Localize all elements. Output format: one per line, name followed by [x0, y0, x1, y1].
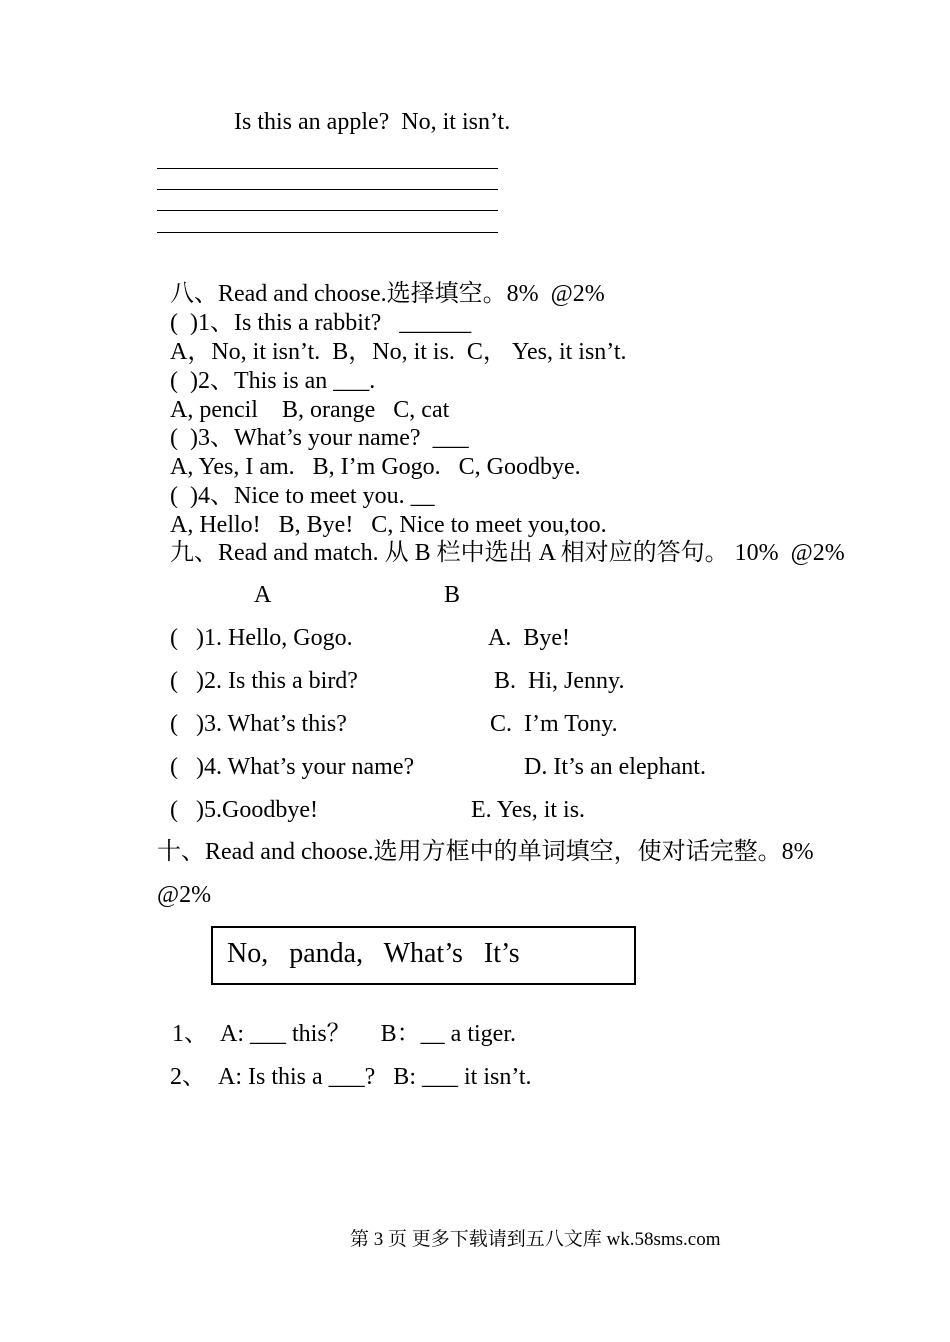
answer-line-1 [157, 168, 498, 169]
word-box [211, 926, 636, 985]
section10-heading-cont: @2% [157, 882, 212, 908]
answer-line-4 [157, 232, 498, 233]
section9-column-b: B [444, 582, 461, 608]
match-left-2: ( )2. Is this a bird? [170, 668, 358, 694]
page-footer: 第 3 页 更多下载请到五八文库 wk.58sms.com [350, 1229, 721, 1250]
section10-heading: 十、Read and choose.选用方框中的单词填空，使对话完整。8% [157, 839, 814, 865]
section8-question-1: ( )1、Is this a rabbit? ______ [170, 310, 472, 336]
section8-options-4: A, Hello! B, Bye! C, Nice to meet you,too. [170, 512, 607, 538]
answer-line-2 [157, 189, 498, 190]
match-right-3: C. I’m Tony. [490, 711, 618, 737]
dialogue-item-2: 2、 A: Is this a ___? B: ___ it isn’t. [170, 1064, 532, 1090]
section8-heading: 八、Read and choose.选择填空。8% @2% [170, 281, 605, 307]
section8-options-2: A, pencil B, orange C, cat [170, 397, 450, 423]
word-box-text: No, panda, What’s It’s [227, 938, 520, 969]
intro-sentence: Is this an apple? No, it isn’t. [234, 109, 511, 135]
section8-question-3: ( )3、What’s your name? ___ [170, 425, 469, 451]
match-right-4: D. It’s an elephant. [524, 754, 706, 780]
match-left-5: ( )5.Goodbye! [170, 797, 318, 823]
match-right-2: B. Hi, Jenny. [494, 668, 625, 694]
section8-question-2: ( )2、This is an ___. [170, 368, 376, 394]
match-right-1: A. Bye! [488, 625, 570, 651]
match-left-3: ( )3. What’s this? [170, 711, 347, 737]
section8-question-4: ( )4、Nice to meet you. __ [170, 483, 435, 509]
answer-line-3 [157, 210, 498, 211]
section8-options-1: A，No, it isn’t. B，No, it is. C， Yes, it isn’t. [170, 339, 627, 365]
match-right-5: E. Yes, it is. [471, 797, 586, 823]
match-left-1: ( )1. Hello, Gogo. [170, 625, 353, 651]
section8-options-3: A, Yes, I am. B, I’m Gogo. C, Goodbye. [170, 454, 581, 480]
section9-column-a: A [254, 582, 272, 608]
match-left-4: ( )4. What’s your name? [170, 754, 415, 780]
section9-heading: 九、Read and match. 从 B 栏中选出 A 相对应的答句。 10% @2% [170, 540, 845, 566]
dialogue-item-1: 1、 A: ___ this？ B：__ a tiger. [172, 1021, 516, 1047]
